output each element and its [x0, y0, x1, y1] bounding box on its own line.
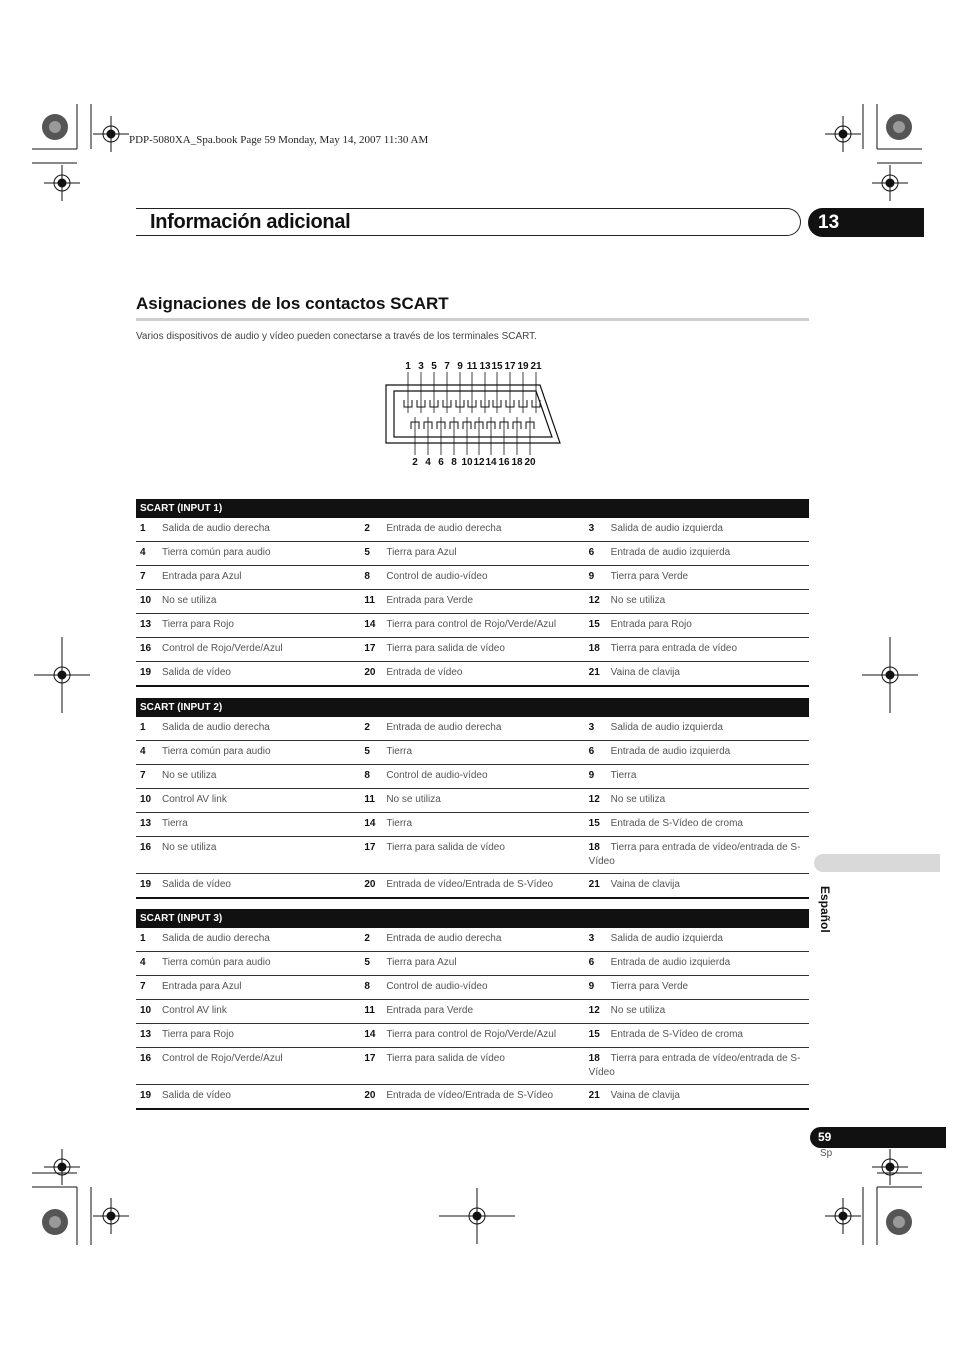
pin-description: Entrada para Verde [386, 595, 474, 606]
table-row [136, 928, 809, 952]
pin-label-top: 7 [444, 361, 450, 372]
pin-number: 12 [588, 794, 600, 805]
table-header: SCART (INPUT 1) [136, 499, 809, 518]
pin-description: Vaina de clavija [610, 879, 680, 890]
language-side-tab [814, 854, 940, 872]
page-number-badge [810, 1127, 946, 1148]
pin-number: 20 [364, 667, 376, 678]
pin-label-bottom: 20 [524, 457, 536, 468]
pin-description: Entrada para Rojo [610, 619, 692, 630]
pin-number: 11 [364, 595, 375, 606]
pin-description: Entrada de audio derecha [386, 722, 502, 733]
language-label: Español [818, 886, 832, 933]
pin-cell [585, 1048, 809, 1085]
table-row [136, 765, 809, 789]
pin-label-top: 3 [418, 361, 424, 372]
pin-cell [585, 638, 809, 662]
pin-cell [360, 717, 584, 741]
pin-cell [136, 566, 360, 590]
pin-description: Tierra [386, 746, 413, 757]
table-row [136, 566, 809, 590]
table-row [136, 837, 809, 874]
pin-label-top: 11 [466, 361, 478, 372]
pin-number: 18 [588, 842, 600, 853]
pin-label-top: 5 [431, 361, 437, 372]
pin-cell [360, 614, 584, 638]
pin-number: 14 [364, 619, 376, 630]
section-divider [136, 318, 809, 321]
pin-number: 14 [364, 1029, 376, 1040]
pin-table [136, 499, 809, 687]
pin-number: 19 [140, 1090, 152, 1101]
pin-number: 3 [588, 933, 595, 944]
table-row [136, 717, 809, 741]
pin-number: 17 [364, 842, 376, 853]
pin-description: Control de audio-vídeo [386, 981, 488, 992]
pin-description: Entrada para Azul [162, 981, 242, 992]
table-row [136, 976, 809, 1000]
pin-cell [136, 1000, 360, 1024]
pin-number: 11 [364, 794, 375, 805]
pin-cell [360, 789, 584, 813]
pin-cell [360, 976, 584, 1000]
pin-description: Entrada de vídeo/Entrada de S-Vídeo [386, 1090, 554, 1101]
table-row [136, 813, 809, 837]
pin-number: 7 [140, 571, 146, 582]
language-side-label [812, 886, 832, 946]
pin-number: 10 [140, 794, 152, 805]
pin-description: Entrada de S-Vídeo de croma [610, 1029, 743, 1040]
pin-description: Tierra para control de Rojo/Verde/Azul [386, 1029, 557, 1040]
pin-cell [360, 1000, 584, 1024]
pin-description: Tierra para entrada de vídeo/entrada de S-Vídeo [588, 1053, 801, 1078]
pin-description: Tierra común para audio [162, 547, 271, 558]
pin-description: Tierra [610, 770, 637, 781]
pin-number: 16 [140, 1053, 152, 1064]
pin-number: 6 [588, 547, 595, 558]
pin-label-bottom: 16 [498, 457, 510, 468]
pin-description: Salida de audio izquierda [610, 933, 723, 944]
pin-label-bottom: 6 [438, 457, 444, 468]
pin-cell [136, 1085, 360, 1110]
pin-number: 8 [364, 981, 370, 992]
pin-cell [585, 928, 809, 952]
pin-description: Entrada para Azul [162, 571, 242, 582]
pin-number: 4 [140, 547, 146, 558]
table-row [136, 789, 809, 813]
pin-table [136, 698, 809, 899]
pin-cell [360, 837, 584, 874]
pin-cell [585, 590, 809, 614]
pin-cell [360, 590, 584, 614]
pin-number: 2 [364, 933, 370, 944]
pin-description: Salida de vídeo [162, 667, 231, 678]
pin-cell [136, 813, 360, 837]
pin-cell [585, 952, 809, 976]
pin-cell [136, 765, 360, 789]
pin-number: 4 [140, 957, 146, 968]
pin-label-bottom: 14 [485, 457, 497, 468]
pin-cell [136, 638, 360, 662]
pin-table [136, 909, 809, 1110]
table-header: SCART (INPUT 3) [136, 909, 809, 928]
pin-description: Tierra para Azul [386, 547, 457, 558]
pin-number: 5 [364, 746, 370, 757]
pin-description: Vaina de clavija [610, 667, 680, 678]
pin-cell [360, 638, 584, 662]
pin-label-bottom: 18 [511, 457, 523, 468]
pin-description: No se utiliza [610, 595, 666, 606]
pin-number: 15 [588, 818, 600, 829]
pin-cell [585, 789, 809, 813]
pin-cell [136, 741, 360, 765]
pin-label-top: 17 [504, 361, 516, 372]
pin-number: 20 [364, 1090, 376, 1101]
pin-description: Tierra para Verde [610, 981, 689, 992]
pin-cell [360, 952, 584, 976]
pin-cell [360, 874, 584, 899]
pin-description: Tierra para salida de vídeo [386, 842, 505, 853]
pin-number: 12 [588, 595, 600, 606]
pin-description: Tierra para salida de vídeo [386, 643, 505, 654]
pin-description: No se utiliza [610, 1005, 666, 1016]
table-row [136, 1048, 809, 1085]
pin-number: 1 [140, 523, 146, 534]
pin-description: No se utiliza [162, 842, 217, 853]
pin-number: 3 [588, 722, 595, 733]
pin-cell [136, 1024, 360, 1048]
pin-number: 8 [364, 571, 370, 582]
pin-label-top: 19 [517, 361, 529, 372]
pin-cell [585, 542, 809, 566]
pin-number: 11 [364, 1005, 375, 1016]
pin-description: Tierra para Rojo [162, 619, 234, 630]
pin-cell [136, 976, 360, 1000]
pin-cell [360, 1048, 584, 1085]
pin-cell [360, 518, 584, 542]
table-row [136, 1085, 809, 1110]
pin-number: 21 [588, 879, 600, 890]
pin-number: 1 [140, 933, 146, 944]
pin-cell [360, 1024, 584, 1048]
pin-label-top: 21 [530, 361, 542, 372]
pin-description: Control de audio-vídeo [386, 571, 488, 582]
pin-number: 12 [588, 1005, 600, 1016]
pin-number: 2 [364, 523, 370, 534]
pin-cell [136, 518, 360, 542]
pin-cell [136, 662, 360, 687]
table-row [136, 874, 809, 899]
table-row [136, 638, 809, 662]
pin-number: 9 [588, 770, 595, 781]
pin-description: No se utiliza [610, 794, 666, 805]
pin-cell [585, 813, 809, 837]
pin-description: Control AV link [162, 794, 227, 805]
pin-label-bottom: 2 [412, 457, 418, 468]
pin-number: 7 [140, 981, 146, 992]
pin-number: 15 [588, 619, 600, 630]
pin-description: Salida de audio izquierda [610, 722, 723, 733]
pin-description: Tierra común para audio [162, 746, 271, 757]
pin-number: 5 [364, 957, 370, 968]
pin-cell [360, 741, 584, 765]
pin-cell [136, 717, 360, 741]
pin-number: 19 [140, 879, 152, 890]
pin-description: Entrada de audio izquierda [610, 957, 731, 968]
pin-label-bottom: 4 [425, 457, 431, 468]
pin-cell [136, 789, 360, 813]
pin-description: Entrada para Verde [386, 1005, 474, 1016]
pin-cell [360, 662, 584, 687]
table-row [136, 741, 809, 765]
pin-label-bottom: 8 [451, 457, 457, 468]
pin-label-bottom: 12 [473, 457, 485, 468]
table-row [136, 1024, 809, 1048]
pin-cell [360, 928, 584, 952]
pin-description: Salida de audio derecha [162, 722, 270, 733]
table-row [136, 662, 809, 687]
pin-cell [585, 1000, 809, 1024]
pin-description: No se utiliza [386, 794, 441, 805]
section-title: Asignaciones de los contactos SCART [136, 294, 449, 313]
pin-cell [136, 837, 360, 874]
table-row [136, 518, 809, 542]
pin-number: 18 [588, 643, 600, 654]
pin-number: 7 [140, 770, 146, 781]
pin-cell [136, 614, 360, 638]
table-header: SCART (INPUT 2) [136, 698, 809, 717]
pin-cell [585, 566, 809, 590]
pin-number: 19 [140, 667, 152, 678]
pin-number: 21 [588, 1090, 600, 1101]
pin-number: 17 [364, 1053, 376, 1064]
pin-description: Salida de vídeo [162, 1090, 231, 1101]
pin-cell [585, 662, 809, 687]
table-row [136, 952, 809, 976]
table-row [136, 614, 809, 638]
pin-cell [585, 741, 809, 765]
pin-cell [360, 566, 584, 590]
pin-number: 6 [588, 957, 595, 968]
section-intro: Varios dispositivos de audio y vídeo pueden conectarse a través de los terminales SCART. [136, 331, 537, 342]
pin-description: Tierra común para audio [162, 957, 271, 968]
table-row [136, 542, 809, 566]
pin-description: Tierra para Azul [386, 957, 457, 968]
pin-number: 15 [588, 1029, 600, 1040]
table-row [136, 590, 809, 614]
pin-cell [136, 928, 360, 952]
pin-description: Tierra para control de Rojo/Verde/Azul [386, 619, 557, 630]
page-language-code: Sp [820, 1148, 833, 1159]
pin-description: Entrada de vídeo/Entrada de S-Vídeo [386, 879, 554, 890]
pin-number: 9 [588, 571, 595, 582]
pin-description: Tierra para Verde [610, 571, 689, 582]
pin-cell [585, 837, 809, 874]
pin-cell [136, 1048, 360, 1085]
pin-description: Salida de audio derecha [162, 523, 270, 534]
pin-description: Entrada de audio izquierda [610, 547, 731, 558]
pin-cell [585, 614, 809, 638]
pin-description: Tierra [386, 818, 413, 829]
pin-number: 20 [364, 879, 376, 890]
pin-cell [360, 1085, 584, 1110]
pin-cell [136, 542, 360, 566]
pin-cell [136, 590, 360, 614]
pin-description: Control de Rojo/Verde/Azul [162, 643, 283, 654]
pin-description: Salida de vídeo [162, 879, 231, 890]
pin-label-top: 9 [457, 361, 463, 372]
pin-description: Tierra para entrada de vídeo/entrada de S-Vídeo [588, 842, 801, 867]
pin-number: 13 [140, 1029, 152, 1040]
pin-description: Tierra para Rojo [162, 1029, 234, 1040]
print-slug: PDP-5080XA_Spa.book Page 59 Monday, May 14, 2007 11:30 AM [129, 134, 429, 146]
pin-number: 8 [364, 770, 370, 781]
pin-label-top: 15 [491, 361, 503, 372]
pin-cell [360, 813, 584, 837]
pin-label-top: 13 [479, 361, 491, 372]
pin-description: Control de audio-vídeo [386, 770, 488, 781]
chapter-title: Información adicional [150, 211, 351, 233]
scart-connector-diagram [380, 355, 570, 470]
pin-label-bottom: 10 [461, 457, 473, 468]
pin-number: 10 [140, 595, 152, 606]
pin-cell [360, 542, 584, 566]
pin-number: 14 [364, 818, 376, 829]
pin-cell [360, 765, 584, 789]
chapter-number-badge [808, 208, 924, 237]
pin-number: 5 [364, 547, 370, 558]
pin-label-top: 1 [405, 361, 411, 372]
pin-description: Control AV link [162, 1005, 227, 1016]
pin-description: Vaina de clavija [610, 1090, 680, 1101]
pin-description: Entrada de audio izquierda [610, 746, 731, 757]
pin-number: 18 [588, 1053, 600, 1064]
pin-number: 10 [140, 1005, 152, 1016]
pin-number: 4 [140, 746, 146, 757]
pin-description: Entrada de audio derecha [386, 933, 502, 944]
pin-description: No se utiliza [162, 770, 217, 781]
pin-cell [585, 976, 809, 1000]
pin-description: Tierra para entrada de vídeo [610, 643, 738, 654]
pin-cell [136, 874, 360, 899]
table-row [136, 1000, 809, 1024]
pin-number: 16 [140, 643, 152, 654]
pin-description: No se utiliza [162, 595, 217, 606]
pin-cell [585, 765, 809, 789]
chapter-number: 13 [818, 212, 840, 233]
pin-cell [585, 1024, 809, 1048]
pin-description: Salida de audio derecha [162, 933, 270, 944]
pin-description: Entrada de audio derecha [386, 523, 502, 534]
pin-description: Control de Rojo/Verde/Azul [162, 1053, 283, 1064]
pin-description: Tierra [162, 818, 188, 829]
pin-number: 13 [140, 818, 152, 829]
pin-number: 17 [364, 643, 376, 654]
page-number: 59 [818, 1130, 832, 1144]
pin-number: 9 [588, 981, 595, 992]
pin-description: Entrada de vídeo [386, 667, 463, 678]
pin-description: Entrada de S-Vídeo de croma [610, 818, 743, 829]
pin-number: 3 [588, 523, 595, 534]
pin-number: 6 [588, 746, 595, 757]
pin-number: 2 [364, 722, 370, 733]
pin-number: 1 [140, 722, 146, 733]
pin-cell [585, 1085, 809, 1110]
pin-description: Tierra para salida de vídeo [386, 1053, 505, 1064]
pin-cell [585, 717, 809, 741]
pin-cell [585, 874, 809, 899]
pin-number: 13 [140, 619, 152, 630]
pin-description: Salida de audio izquierda [610, 523, 723, 534]
pin-cell [585, 518, 809, 542]
pin-number: 21 [588, 667, 600, 678]
pin-cell [136, 952, 360, 976]
pin-number: 16 [140, 842, 152, 853]
